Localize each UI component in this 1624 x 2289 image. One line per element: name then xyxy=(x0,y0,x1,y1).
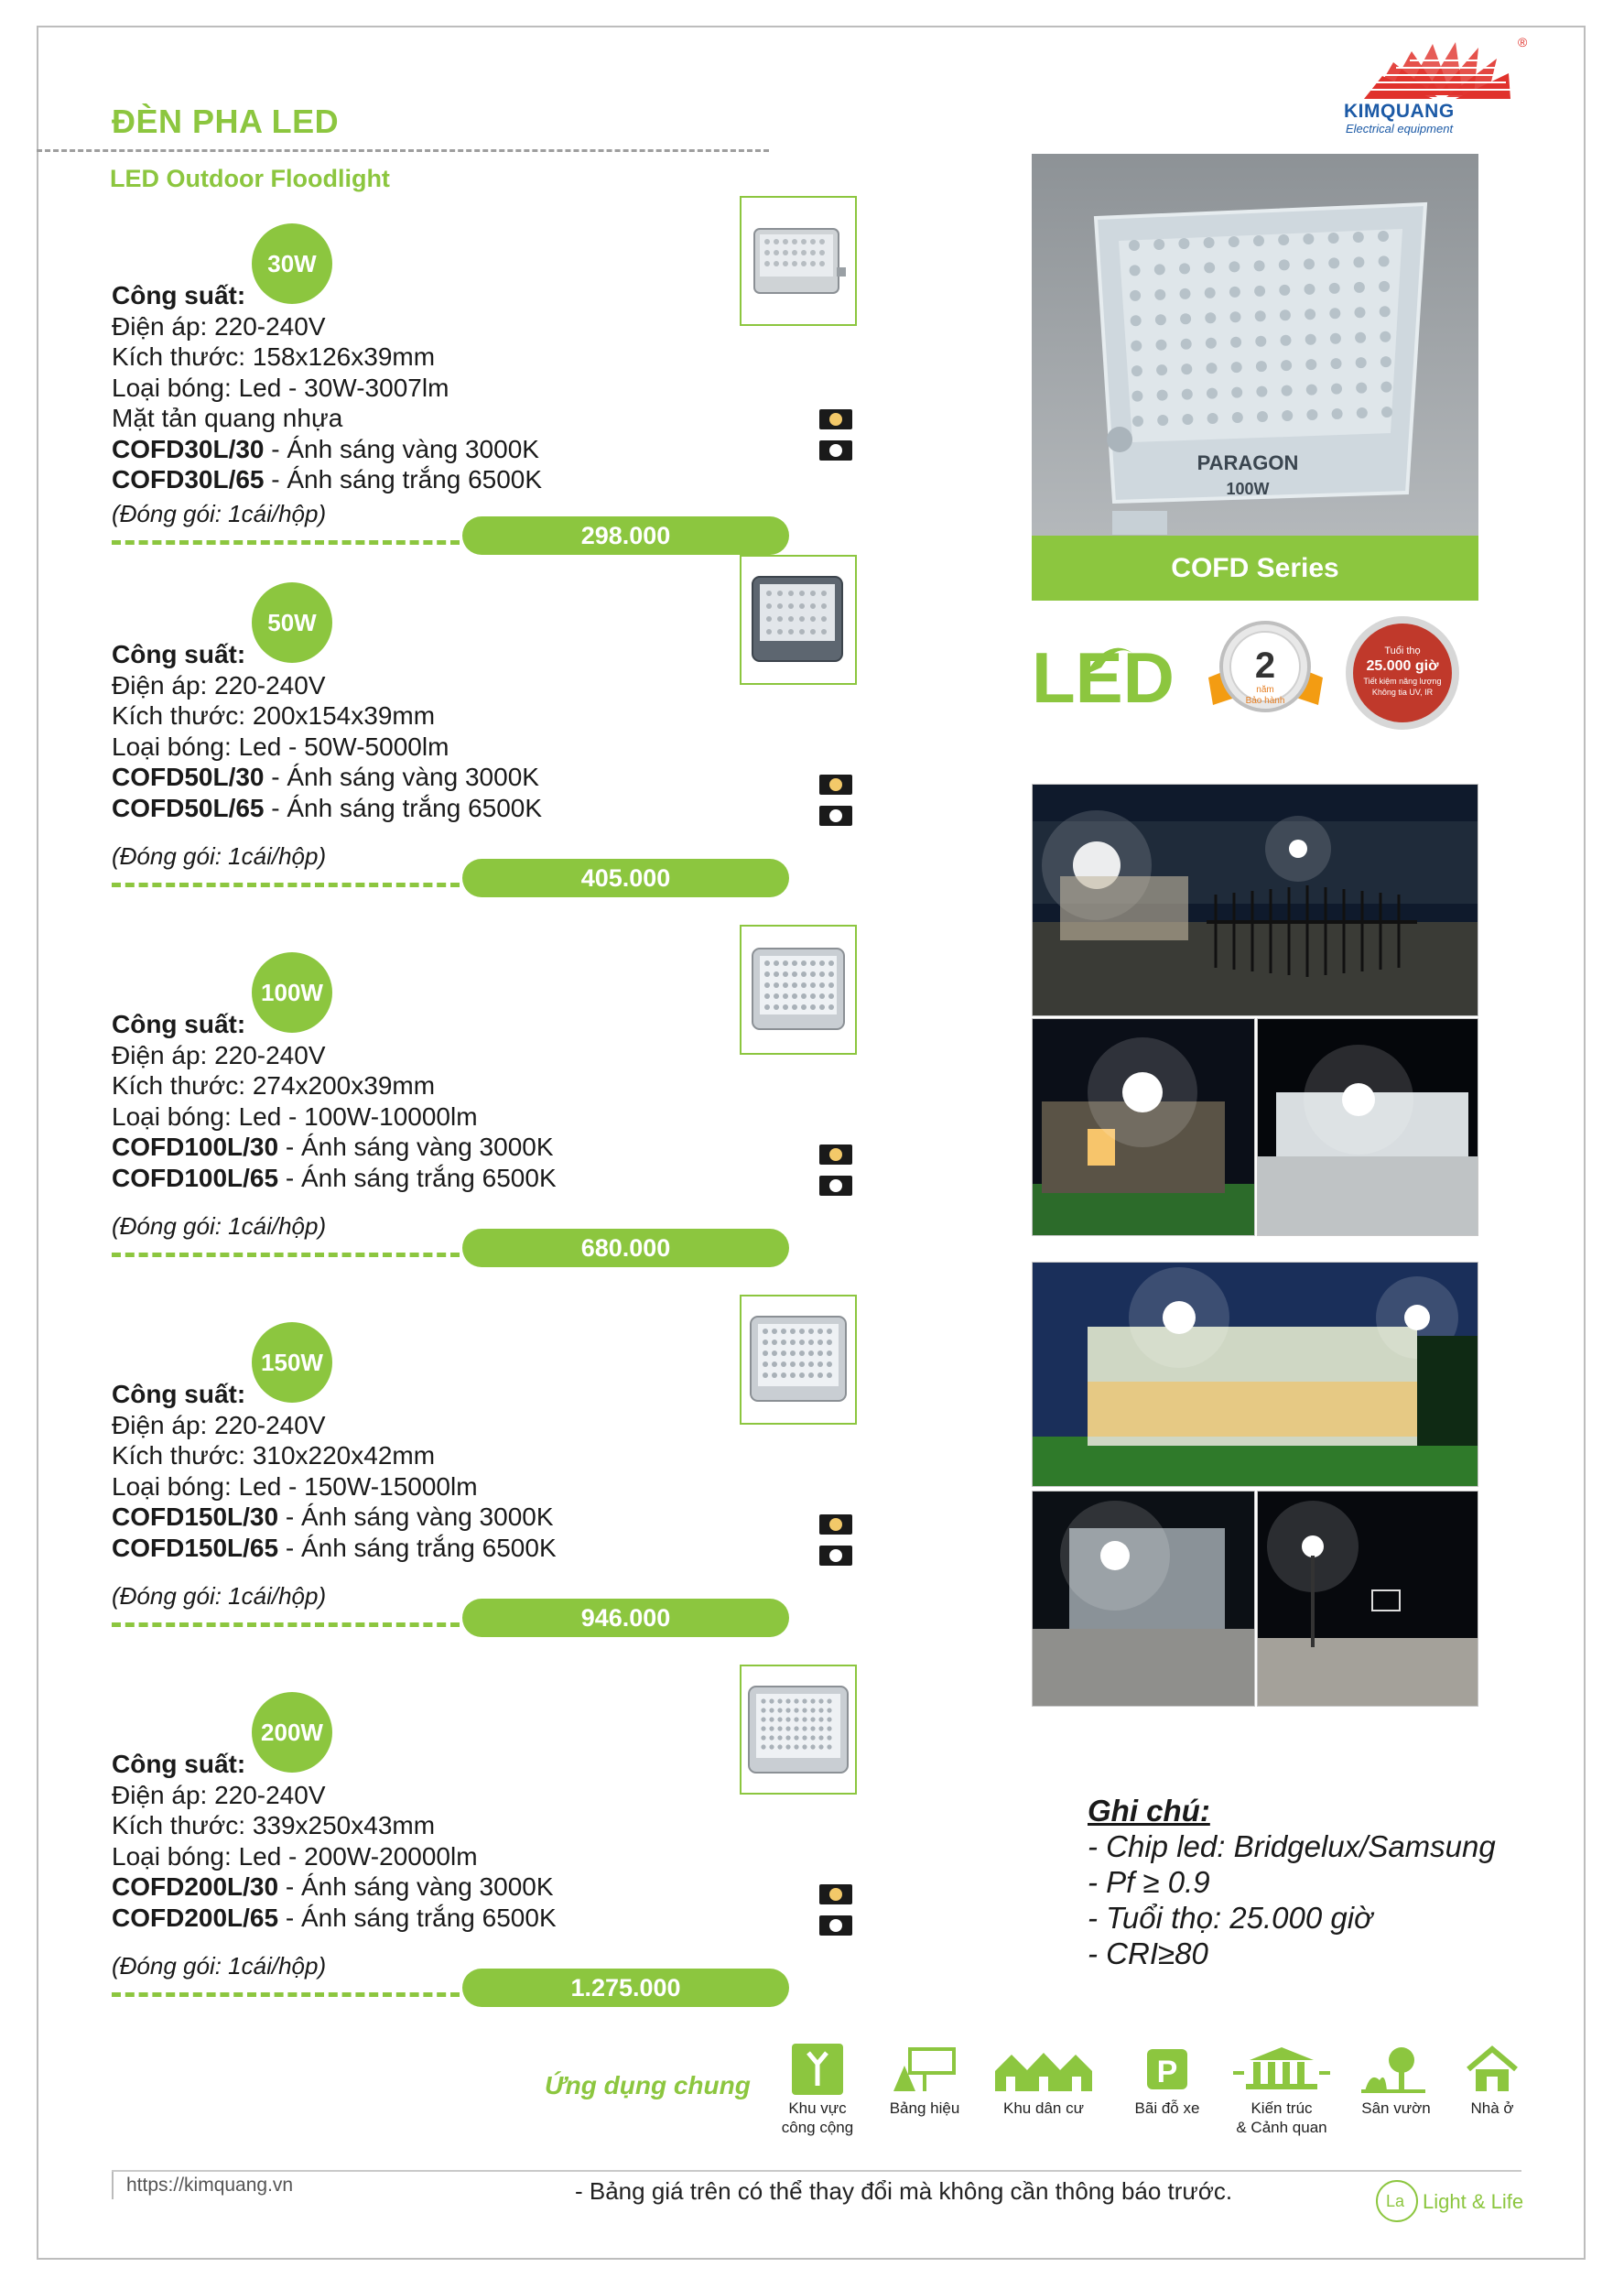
led-chip xyxy=(1380,331,1391,342)
note-item: - CRI≥80 xyxy=(1088,1936,1208,1970)
price-dash-line xyxy=(112,1992,460,1997)
desc-warm: - Ánh sáng vàng 3000K xyxy=(264,763,539,791)
led-chip xyxy=(1279,259,1290,270)
size-text: Kích thước: 158x126x39mm xyxy=(112,342,436,371)
led-chip xyxy=(1232,412,1243,423)
product-thumbnail xyxy=(740,196,857,326)
billboard-icon xyxy=(888,2044,961,2095)
price-disclaimer: - Bảng giá trên có thể thay đổi mà không cần thông báo trước. xyxy=(575,2177,1233,2205)
led-chip xyxy=(1204,262,1215,273)
voltage-text: Điện áp: 220-240V xyxy=(112,1410,326,1439)
led-chip xyxy=(1156,340,1167,351)
led-chip xyxy=(1153,239,1164,250)
size-text: Kích thước: 200x154x39mm xyxy=(112,701,436,730)
led-chip xyxy=(1204,237,1215,248)
voltage-text: Điện áp: 220-240V xyxy=(112,311,326,341)
page-title: ĐÈN PHA LED xyxy=(112,103,340,140)
photo-court-night xyxy=(1257,1491,1478,1707)
app-label: công cộng xyxy=(781,2119,854,2136)
lamp-text: Loại bóng: Led - 30W-3007lm xyxy=(112,373,449,402)
power-label: Công suất: xyxy=(112,1380,246,1408)
warranty-unit: năm xyxy=(1256,685,1274,695)
extra-text: Mặt tản quang nhựa xyxy=(112,404,343,432)
app-label: & Cảnh quan xyxy=(1236,2119,1327,2136)
wattage-badge: 50W xyxy=(252,582,332,663)
led-chip xyxy=(1306,385,1317,396)
product-200w xyxy=(0,1692,861,2040)
parking-icon xyxy=(1142,2044,1193,2095)
led-chip xyxy=(1380,382,1391,393)
architecture-icon xyxy=(1231,2044,1332,2095)
app-public-area xyxy=(758,2044,877,2137)
led-chip xyxy=(1356,383,1367,394)
desc-white: - Ánh sáng trắng 6500K xyxy=(278,1533,557,1562)
desc-white: - Ánh sáng trắng 6500K xyxy=(278,1163,557,1192)
led-chip xyxy=(1357,407,1368,418)
led-chip xyxy=(1130,265,1141,276)
led-chip xyxy=(1354,282,1365,293)
photo-mansion-night xyxy=(1032,1262,1478,1487)
led-chip xyxy=(1380,306,1391,317)
warm-light-swatch xyxy=(819,775,852,795)
app-label: Sân vườn xyxy=(1361,2099,1431,2117)
led-chip xyxy=(1254,260,1265,271)
garden-icon xyxy=(1359,2044,1433,2095)
led-chip xyxy=(1255,336,1266,347)
led-chip xyxy=(1353,256,1364,267)
led-chip xyxy=(1257,411,1268,422)
app-billboard xyxy=(865,2044,984,2118)
led-chip xyxy=(1303,233,1314,244)
lamp-text: Loại bóng: Led - 100W-10000lm xyxy=(112,1101,478,1131)
size-text: Kích thước: 274x200x39mm xyxy=(112,1071,436,1100)
product-specs xyxy=(112,1009,557,1193)
app-label: Kiến trúc xyxy=(1250,2099,1313,2117)
warranty-years: 2 xyxy=(1254,645,1276,686)
size-text: Kích thước: 310x220x42mm xyxy=(112,1441,436,1470)
led-chip xyxy=(1281,360,1292,371)
product-30w xyxy=(0,223,861,571)
desc-warm: - Ánh sáng vàng 3000K xyxy=(278,1872,554,1901)
led-chip xyxy=(1255,310,1266,321)
product-100w xyxy=(0,952,861,1300)
led-chip xyxy=(1157,415,1168,426)
power-label: Công suất: xyxy=(112,1010,246,1038)
led-chip xyxy=(1181,363,1192,374)
size-text: Kích thước: 339x250x43mm xyxy=(112,1811,436,1839)
note-item: - Pf ≥ 0.9 xyxy=(1088,1865,1210,1899)
led-chip xyxy=(1229,261,1240,272)
life-line1: Tiết kiệm năng lượng xyxy=(1363,677,1442,686)
led-chip xyxy=(1305,334,1316,345)
led-chip xyxy=(1206,338,1217,349)
applications-title: Ứng dụng chung xyxy=(545,2071,751,2099)
led-chip xyxy=(1230,337,1241,348)
series-label: COFD Series xyxy=(1032,536,1478,601)
led-chip xyxy=(1182,389,1193,400)
led-chip xyxy=(1380,356,1391,367)
hero-fixture-brand: PARAGON xyxy=(1196,451,1299,474)
life-title: Tuổi thọ xyxy=(1384,645,1421,656)
led-chip xyxy=(1381,407,1392,418)
code-warm: COFD30L/30 xyxy=(112,434,265,463)
led-chip xyxy=(1231,362,1242,373)
voltage-text: Điện áp: 220-240V xyxy=(112,1780,326,1809)
led-chip xyxy=(1355,332,1366,343)
led-chip xyxy=(1132,416,1143,427)
led-chip xyxy=(1229,236,1240,247)
warm-light-swatch xyxy=(819,1514,852,1535)
led-chip xyxy=(1328,257,1339,268)
price-pill: 1.275.000 xyxy=(462,1969,789,2007)
app-label: Bảng hiệu xyxy=(889,2099,960,2117)
led-chip xyxy=(1305,309,1315,320)
led-chip xyxy=(1329,308,1340,319)
code-white: COFD200L/65 xyxy=(112,1903,279,1932)
house-icon xyxy=(1465,2044,1520,2095)
led-text: LED xyxy=(1032,637,1175,710)
app-label: Khu vực xyxy=(788,2099,847,2117)
led-chip xyxy=(1254,286,1265,297)
hero-fixture-label: 100W xyxy=(1226,480,1270,498)
product-thumbnail xyxy=(740,555,857,685)
led-chip xyxy=(1282,385,1293,396)
led-chip xyxy=(1231,387,1242,398)
product-150w xyxy=(0,1322,861,1670)
product-specs xyxy=(112,639,542,823)
white-light-swatch xyxy=(819,440,852,461)
led-chip xyxy=(1131,341,1142,352)
desc-warm: - Ánh sáng vàng 3000K xyxy=(278,1133,554,1161)
led-chip xyxy=(1157,390,1168,401)
led-chip xyxy=(1229,287,1240,298)
led-chip xyxy=(1378,231,1389,242)
app-label: Khu dân cư xyxy=(1003,2099,1084,2117)
white-light-swatch xyxy=(819,1915,852,1936)
led-chip xyxy=(1332,408,1343,419)
title-divider xyxy=(37,149,769,152)
led-chip xyxy=(1180,288,1191,299)
led-chip xyxy=(1181,339,1192,350)
app-architecture xyxy=(1222,2044,1341,2137)
led-chip xyxy=(1205,287,1216,298)
photo-driveway-night xyxy=(1257,1018,1478,1236)
led-chip xyxy=(1131,365,1142,376)
packing-text: (Đóng gói: 1cái/hộp) xyxy=(112,842,327,870)
led-chip xyxy=(1279,285,1290,296)
price-pill: 298.000 xyxy=(462,516,789,555)
power-label: Công suất: xyxy=(112,1750,246,1778)
led-chip xyxy=(1278,234,1289,245)
notes-heading: Ghi chú: xyxy=(1088,1794,1210,1828)
led-chip xyxy=(1329,283,1340,294)
led-chip xyxy=(1379,255,1390,266)
led-chip xyxy=(1331,384,1342,395)
app-residential xyxy=(984,2044,1103,2118)
ll-mark: La xyxy=(1386,2192,1405,2210)
photo-gate-night xyxy=(1032,784,1478,1016)
code-white: COFD30L/65 xyxy=(112,465,265,494)
app-label: Nhà ở xyxy=(1470,2099,1514,2117)
led-chip xyxy=(1129,240,1140,251)
price-dash-line xyxy=(112,1253,460,1257)
price-pill: 680.000 xyxy=(462,1229,789,1267)
led-chip xyxy=(1353,232,1364,243)
code-warm: COFD50L/30 xyxy=(112,763,265,791)
lamp-text: Loại bóng: Led - 150W-15000lm xyxy=(112,1471,478,1501)
wattage-badge: 200W xyxy=(252,1692,332,1773)
price-dash-line xyxy=(112,540,460,545)
website-link[interactable]: https://kimquang.vn xyxy=(112,2172,293,2199)
product-thumbnail xyxy=(740,925,857,1055)
price-pill: 405.000 xyxy=(462,859,789,897)
product-specs xyxy=(112,1749,557,1933)
product-thumbnail xyxy=(740,1295,857,1425)
product-thumbnail xyxy=(740,1665,857,1795)
power-label: Công suất: xyxy=(112,281,246,309)
packing-text: (Đóng gói: 1cái/hộp) xyxy=(112,1582,327,1610)
led-chip xyxy=(1154,289,1165,300)
white-light-swatch xyxy=(819,806,852,826)
code-white: COFD150L/65 xyxy=(112,1533,279,1562)
app-parking xyxy=(1108,2044,1227,2118)
led-chip xyxy=(1131,315,1142,326)
led-chip xyxy=(1131,391,1142,402)
hero-product-image xyxy=(1032,154,1478,601)
desc-white: - Ánh sáng trắng 6500K xyxy=(264,465,543,494)
price-dash-line xyxy=(112,883,460,887)
led-chip xyxy=(1253,235,1264,246)
led-chip xyxy=(1305,359,1316,370)
price-pill: 946.000 xyxy=(462,1599,789,1637)
brand-tagline: Electrical equipment xyxy=(1346,122,1454,136)
packing-text: (Đóng gói: 1cái/hộp) xyxy=(112,1952,327,1980)
led-chip xyxy=(1281,335,1292,346)
code-white: COFD50L/65 xyxy=(112,793,265,822)
led-chip xyxy=(1205,312,1216,323)
page-subtitle: LED Outdoor Floodlight xyxy=(110,165,390,192)
packing-text: (Đóng gói: 1cái/hộp) xyxy=(112,500,327,527)
led-chip xyxy=(1256,361,1267,372)
footer-divider xyxy=(112,2170,1521,2172)
white-light-swatch xyxy=(819,1546,852,1566)
led-chip xyxy=(1304,258,1315,269)
product-50w xyxy=(0,582,861,930)
desc-warm: - Ánh sáng vàng 3000K xyxy=(278,1502,554,1531)
led-chip xyxy=(1179,263,1190,274)
life-hours: 25.000 giờ xyxy=(1366,658,1439,674)
led-chip xyxy=(1256,386,1267,397)
led-chip xyxy=(1207,388,1218,399)
led-chip xyxy=(1207,363,1218,374)
ll-text: Light & Life xyxy=(1423,2190,1524,2213)
led-chip xyxy=(1207,413,1218,424)
product-specs xyxy=(112,280,542,495)
app-house xyxy=(1433,2044,1552,2118)
led-chip xyxy=(1130,290,1141,301)
led-badge xyxy=(1032,627,1187,710)
led-chip xyxy=(1355,307,1366,318)
life-line2: Không tia UV, IR xyxy=(1371,688,1434,697)
packing-text: (Đóng gói: 1cái/hộp) xyxy=(112,1212,327,1240)
wattage-badge: 150W xyxy=(252,1322,332,1403)
white-light-swatch xyxy=(819,1176,852,1196)
voltage-text: Điện áp: 220-240V xyxy=(112,670,326,700)
power-label: Công suất: xyxy=(112,640,246,668)
residential-icon xyxy=(993,2044,1094,2095)
registered-mark: ® xyxy=(1518,35,1528,49)
led-chip xyxy=(1282,410,1293,421)
warranty-badge xyxy=(1199,613,1332,723)
led-chip xyxy=(1305,284,1315,295)
voltage-text: Điện áp: 220-240V xyxy=(112,1040,326,1069)
code-white: COFD100L/65 xyxy=(112,1163,279,1192)
warm-light-swatch xyxy=(819,1884,852,1904)
warm-light-swatch xyxy=(819,1144,852,1165)
led-chip xyxy=(1230,311,1241,322)
led-chip xyxy=(1330,333,1341,344)
code-warm: COFD150L/30 xyxy=(112,1502,279,1531)
product-specs xyxy=(112,1379,557,1563)
brand-name: KIMQUANG xyxy=(1344,101,1455,122)
wattage-badge: 100W xyxy=(252,952,332,1033)
parking-glyph: P xyxy=(1156,2055,1178,2089)
led-chip xyxy=(1182,414,1193,425)
led-chip xyxy=(1379,281,1390,292)
warm-light-swatch xyxy=(819,409,852,429)
led-chip xyxy=(1328,233,1339,244)
led-chip xyxy=(1280,309,1291,320)
desc-white: - Ánh sáng trắng 6500K xyxy=(264,793,543,822)
led-chip xyxy=(1154,264,1165,275)
note-item: - Chip led: Bridgelux/Samsung xyxy=(1088,1829,1496,1863)
led-chip xyxy=(1331,358,1342,369)
note-item: - Tuổi thọ: 25.000 giờ xyxy=(1088,1901,1373,1935)
desc-warm: - Ánh sáng vàng 3000K xyxy=(264,434,539,463)
notes-block xyxy=(1088,1793,1496,1971)
photo-house-night xyxy=(1032,1018,1255,1236)
photo-patio-night xyxy=(1032,1491,1255,1707)
public-area-icon xyxy=(792,2044,843,2095)
led-chip xyxy=(1178,238,1189,249)
led-chip xyxy=(1155,314,1166,325)
code-warm: COFD200L/30 xyxy=(112,1872,279,1901)
lamp-text: Loại bóng: Led - 50W-5000lm xyxy=(112,732,449,761)
lamp-text: Loại bóng: Led - 200W-20000lm xyxy=(112,1841,478,1871)
lifetime-badge xyxy=(1338,613,1467,732)
light-life-logo xyxy=(1373,2172,1529,2227)
price-dash-line xyxy=(112,1622,460,1627)
code-warm: COFD100L/30 xyxy=(112,1133,279,1161)
desc-white: - Ánh sáng trắng 6500K xyxy=(278,1903,557,1932)
led-chip xyxy=(1180,313,1191,324)
led-chip xyxy=(1356,357,1367,368)
warranty-text: Bảo hành xyxy=(1245,696,1285,706)
wattage-badge: 30W xyxy=(252,223,332,304)
led-chip xyxy=(1306,409,1317,420)
app-label: Bãi đỗ xe xyxy=(1134,2099,1200,2117)
led-chip xyxy=(1156,364,1167,375)
